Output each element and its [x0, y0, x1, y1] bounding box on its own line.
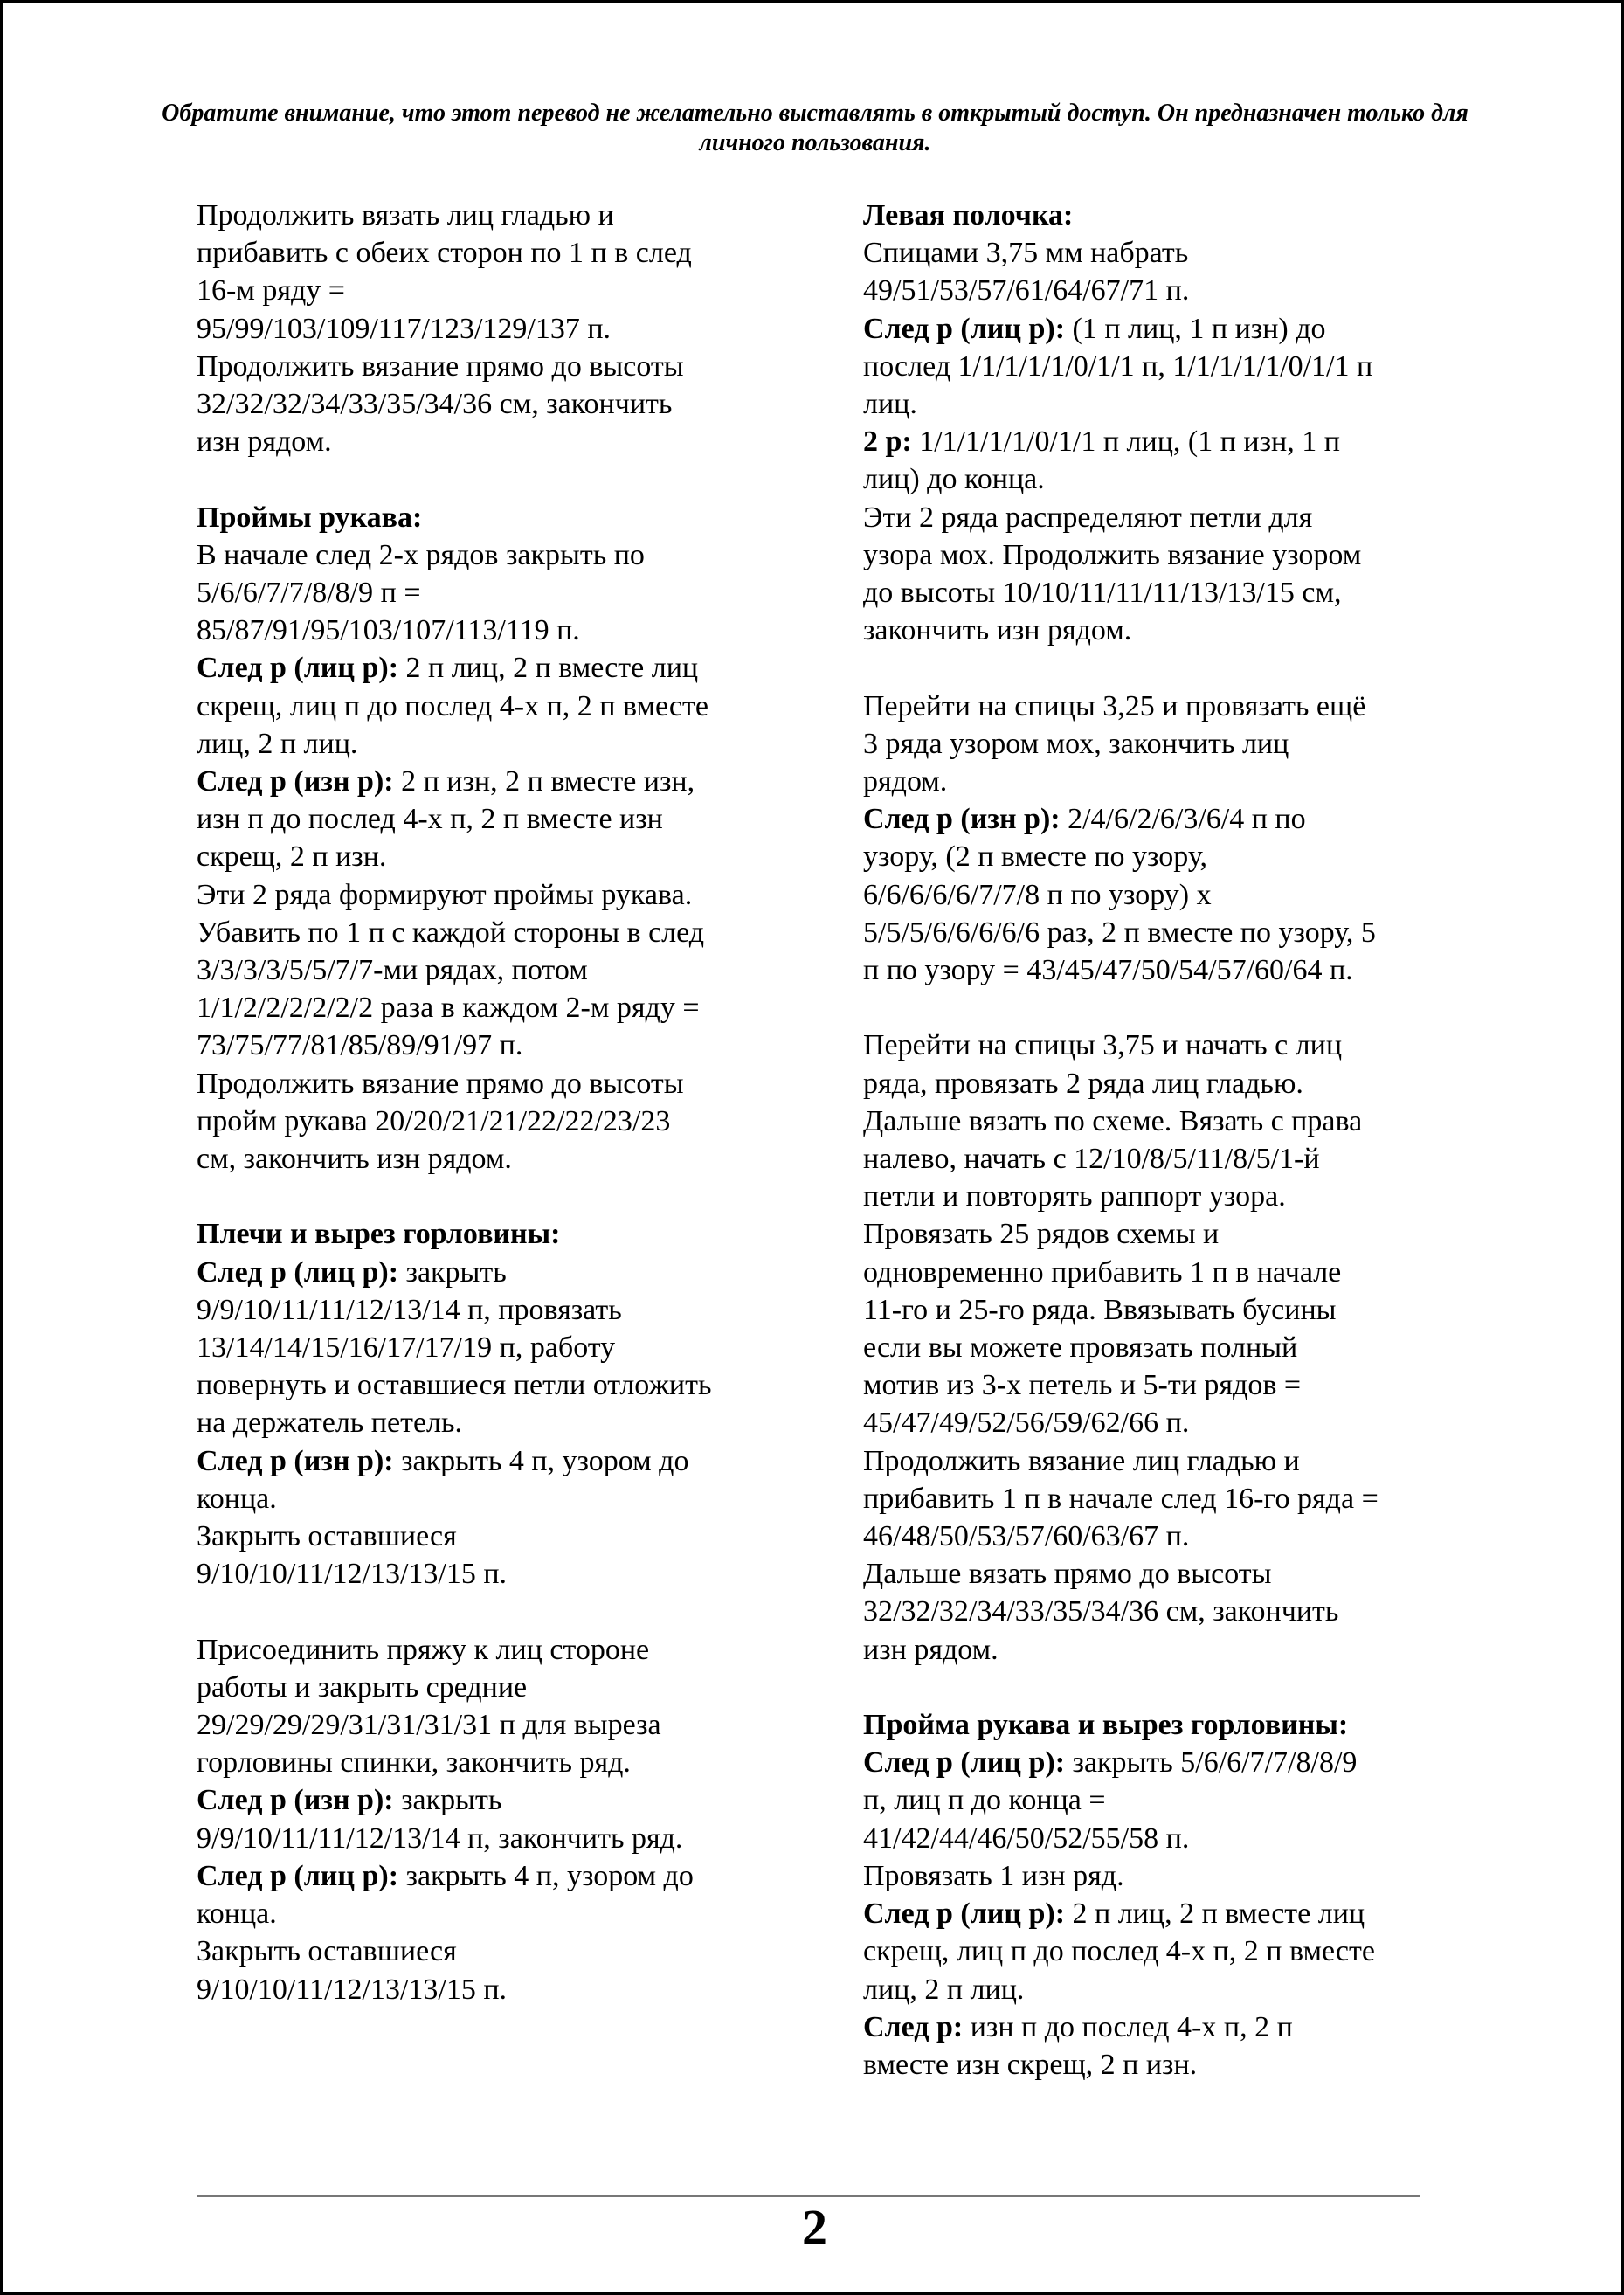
- row-text: 2 п лиц, 2 п вместе лиц: [398, 652, 699, 685]
- text-line: повернуть и оставшиеся петли отложить: [197, 1369, 712, 1402]
- row-text: 2 п изн, 2 п вместе изн,: [393, 765, 695, 798]
- text-line: 95/99/103/109/117/123/129/137 п.: [197, 312, 612, 345]
- row-text: закрыть 4 п, узором до: [398, 1859, 694, 1892]
- text-line: п, лиц п до конца =: [863, 1784, 1106, 1817]
- text-line: 29/29/29/29/31/31/31/31 п для выреза: [197, 1709, 661, 1742]
- text-line: 41/42/44/46/50/52/55/58 п.: [863, 1821, 1190, 1855]
- shoulders-section: [197, 1215, 791, 1593]
- text-line: [197, 1781, 791, 1819]
- text-line: конца.: [197, 1482, 277, 1515]
- page-number: 2: [802, 2199, 827, 2256]
- text-line: Провязать 1 изн ряд.: [863, 1859, 1124, 1892]
- row-label: След р (лиц р):: [197, 1255, 399, 1289]
- row-text: закрыть: [393, 1784, 502, 1817]
- text-line: прибавить 1 п в начале след 16-го ряда =: [863, 1482, 1379, 1515]
- text-line: Перейти на спицы 3,75 и начать с лиц: [863, 1029, 1343, 1062]
- text-line: [863, 1744, 1457, 1781]
- text-line: 5/6/6/7/7/8/8/9 п =: [197, 577, 421, 610]
- section-heading: Пройма рукава и вырез горловины:: [863, 1709, 1349, 1742]
- text-line: 16-м ряду =: [197, 274, 345, 308]
- text-line: [197, 1857, 791, 1895]
- row-text: изн п до послед 4-х п, 2 п: [963, 2010, 1293, 2043]
- chart-instructions-section: [863, 1027, 1457, 1668]
- text-line: узору, (2 п вместе по узору,: [863, 840, 1207, 874]
- text-line: на держатель петель.: [197, 1407, 463, 1440]
- text-line: 9/9/10/11/11/12/13/14 п, провязать: [197, 1293, 622, 1326]
- text-line: [863, 800, 1457, 838]
- text-line: работы и закрыть средние: [197, 1670, 528, 1704]
- text-line: Дальше вязать прямо до высоты: [863, 1558, 1272, 1591]
- text-line: 45/47/49/52/56/59/62/66 п.: [863, 1407, 1190, 1440]
- text-line: 85/87/91/95/103/107/113/119 п.: [197, 614, 580, 647]
- text-line: [863, 2008, 1457, 2046]
- section-heading: Левая полочка:: [863, 199, 1074, 232]
- left-column: [197, 197, 791, 2008]
- text-line: до высоты 10/10/11/11/11/13/13/15 см,: [863, 577, 1342, 610]
- row-label: След р (лиц р):: [863, 1898, 1066, 1931]
- needles-change-section: [863, 688, 1457, 990]
- text-line: 32/32/32/34/33/35/34/36 см, закончить: [863, 1595, 1339, 1628]
- text-line: 49/51/53/57/61/64/67/71 п.: [863, 274, 1190, 308]
- text-line: 9/9/10/11/11/12/13/14 п, закончить ряд.: [197, 1821, 683, 1855]
- row-label: 2 р:: [863, 425, 912, 459]
- text-line: 73/75/77/81/85/89/91/97 п.: [197, 1029, 523, 1062]
- text-line: [197, 649, 791, 687]
- text-line: [863, 423, 1457, 460]
- text-line: 13/14/14/15/16/17/17/19 п, работу: [197, 1331, 616, 1365]
- text-line: изн п до послед 4-х п, 2 п вместе изн: [197, 803, 663, 836]
- armhole-neck-section: [863, 1706, 1457, 2084]
- row-label: След р (лиц р):: [197, 652, 399, 685]
- private-use-notice: Обратите внимание, что этот перевод не желательно выставлять в открытый доступ. Он предназначен только для личного пользования.: [162, 100, 1469, 156]
- text-line: горловины спинки, закончить ряд.: [197, 1746, 631, 1780]
- text-line: рядом.: [863, 765, 948, 798]
- text-line: Убавить по 1 п с каждой стороны в след: [197, 916, 705, 949]
- row-label: След р (изн р):: [197, 1784, 394, 1817]
- text-line: [863, 310, 1457, 348]
- left-front-section: [863, 197, 1457, 649]
- text-line: пройм рукава 20/20/21/21/22/22/23/23: [197, 1104, 671, 1137]
- text-line: 5/5/5/6/6/6/6/6 раз, 2 п вместе по узору, 5: [863, 916, 1376, 949]
- section-heading: Плечи и вырез горловины:: [197, 1218, 561, 1251]
- text-line: закончить изн рядом.: [863, 614, 1132, 647]
- row-label: След р (лиц р):: [863, 312, 1066, 345]
- armholes-section: [197, 499, 791, 1179]
- text-line: Перейти на спицы 3,25 и провязать ещё: [863, 689, 1366, 722]
- text-line: Продолжить вязать лиц гладью и: [197, 199, 614, 232]
- text-line: лиц, 2 п лиц.: [863, 1973, 1025, 2006]
- text-line: [197, 1442, 791, 1480]
- text-line: Продолжить вязание прямо до высоты: [197, 1067, 684, 1100]
- text-line: конца.: [197, 1898, 277, 1931]
- text-line: см, закончить изн рядом.: [197, 1143, 512, 1176]
- text-line: Дальше вязать по схеме. Вязать с права: [863, 1104, 1363, 1137]
- text-line: узора мох. Продолжить вязание узором: [863, 538, 1362, 571]
- row-text: 2 п лиц, 2 п вместе лиц: [1065, 1898, 1365, 1931]
- text-line: лиц, 2 п лиц.: [197, 727, 358, 760]
- text-line: скрещ, 2 п изн.: [197, 840, 387, 874]
- row-text: 2/4/6/2/6/3/6/4 п по: [1060, 803, 1306, 836]
- row-text: закрыть 5/6/6/7/7/8/8/9: [1065, 1746, 1358, 1780]
- text-line: Продолжить вязание прямо до высоты: [197, 349, 684, 383]
- text-line: В начале след 2-х рядов закрыть по: [197, 538, 645, 571]
- text-line: 32/32/32/34/33/35/34/36 см, закончить: [197, 388, 673, 421]
- right-column: [863, 197, 1457, 2084]
- text-line: изн рядом.: [863, 1633, 999, 1666]
- text-line: мотив из 3-х петель и 5-ти рядов =: [863, 1369, 1302, 1402]
- section-heading: Проймы рукава:: [197, 501, 423, 534]
- row-text: 1/1/1/1/1/0/1/1 п лиц, (1 п изн, 1 п: [911, 425, 1340, 459]
- text-line: 11-го и 25-го ряда. Ввязывать бусины: [863, 1293, 1337, 1326]
- text-line: 3/3/3/3/5/5/7/7-ми рядах, потом: [197, 954, 588, 987]
- text-line: Присоединить пряжу к лиц стороне: [197, 1633, 650, 1666]
- text-line: Эти 2 ряда формируют проймы рукава.: [197, 878, 693, 911]
- text-line: изн рядом.: [197, 425, 332, 459]
- body-intro-section: [197, 197, 791, 460]
- text-line: прибавить с обеих сторон по 1 п в след: [197, 237, 692, 270]
- text-line: Закрыть оставшиеся: [197, 1935, 457, 1968]
- text-line: одновременно прибавить 1 п в начале: [863, 1255, 1342, 1289]
- row-label: След р (лиц р):: [863, 1746, 1066, 1780]
- row-label: След р (лиц р):: [197, 1859, 399, 1892]
- text-line: скрещ, лиц п до послед 4-х п, 2 п вместе: [863, 1935, 1375, 1968]
- text-line: Спицами 3,75 мм набрать: [863, 237, 1189, 270]
- text-line: налево, начать с 12/10/8/5/11/8/5/1-й: [863, 1143, 1320, 1176]
- text-line: 1/1/2/2/2/2/2/2 раза в каждом 2-м ряду =: [197, 992, 700, 1025]
- text-line: [197, 1254, 791, 1291]
- row-text: закрыть 4 п, узором до: [393, 1444, 689, 1477]
- text-line: лиц.: [863, 388, 917, 421]
- text-line: ряда, провязать 2 ряда лиц гладью.: [863, 1067, 1303, 1100]
- text-line: Продолжить вязание лиц гладью и: [863, 1444, 1300, 1477]
- row-label: След р (изн р):: [863, 803, 1061, 836]
- text-line: 9/10/10/11/12/13/13/15 п.: [197, 1558, 508, 1591]
- text-line: скрещ, лиц п до послед 4-х п, 2 п вместе: [197, 689, 708, 722]
- text-line: 6/6/6/6/6/7/7/8 п по узору) х: [863, 878, 1212, 911]
- row-label: След р (изн р):: [197, 765, 394, 798]
- text-line: петли и повторять раппорт узора.: [863, 1180, 1286, 1213]
- text-line: Закрыть оставшиеся: [197, 1520, 457, 1553]
- text-line: вместе изн скрещ, 2 п изн.: [863, 2048, 1198, 2081]
- row-text: (1 п лиц, 1 п изн) до: [1065, 312, 1326, 345]
- text-line: п по узору = 43/45/47/50/54/57/60/64 п.: [863, 954, 1353, 987]
- row-text: закрыть: [398, 1255, 507, 1289]
- text-line: 3 ряда узором мох, закончить лиц: [863, 727, 1289, 760]
- row-label: След р:: [863, 2010, 964, 2043]
- text-line: Провязать 25 рядов схемы и: [863, 1218, 1220, 1251]
- text-line: 9/10/10/11/12/13/13/15 п.: [197, 1973, 508, 2006]
- rejoin-section: [197, 1631, 791, 2008]
- text-line: если вы можете провязать полный: [863, 1331, 1298, 1365]
- text-line: лиц) до конца.: [863, 463, 1045, 496]
- text-line: 46/48/50/53/57/60/63/67 п.: [863, 1520, 1190, 1553]
- text-line: Эти 2 ряда распределяют петли для: [863, 501, 1313, 534]
- row-label: След р (изн р):: [197, 1444, 394, 1477]
- text-line: послед 1/1/1/1/1/0/1/1 п, 1/1/1/1/1/0/1/1 п: [863, 349, 1373, 383]
- text-line: [197, 763, 791, 800]
- text-line: [863, 1895, 1457, 1932]
